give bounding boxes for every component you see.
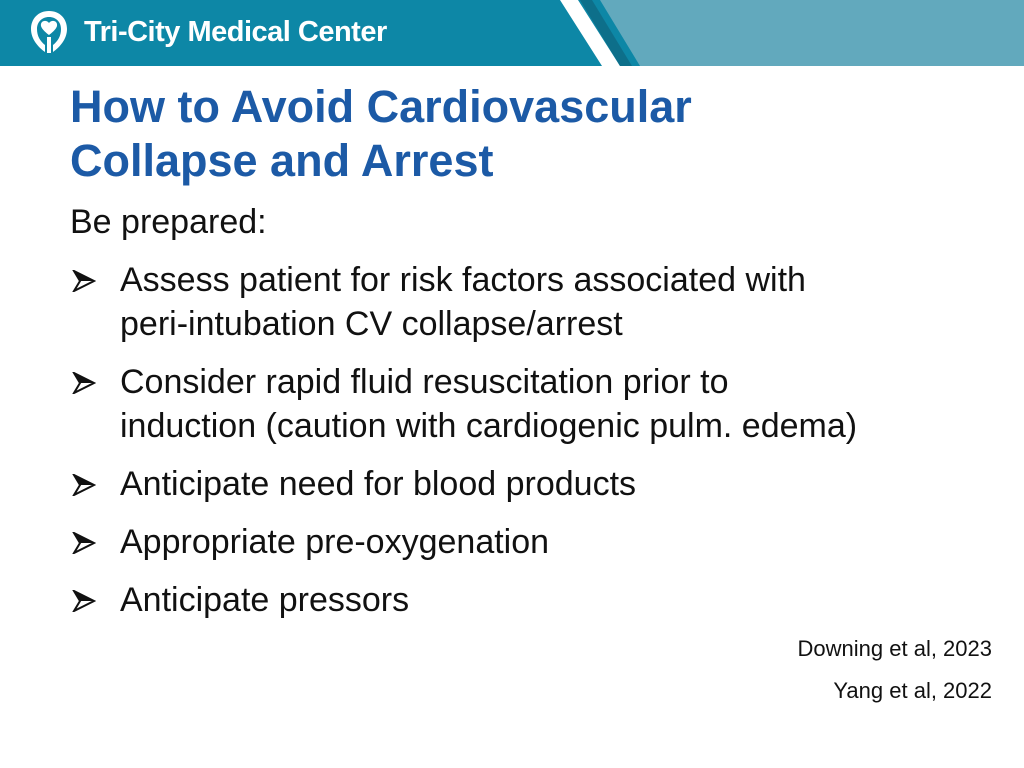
bullet-item	[70, 520, 1000, 564]
bullet-text-line-1: Anticipate need for blood products	[120, 465, 637, 503]
bullet-item	[70, 462, 1000, 506]
intro-text: Be prepared:	[70, 203, 267, 241]
citations	[798, 628, 992, 712]
arrowhead-bullet-icon	[72, 474, 96, 496]
header-bar	[0, 0, 1024, 66]
bullet-text-line-1: Anticipate pressors	[120, 581, 410, 619]
bullet-item	[70, 258, 1000, 346]
slide-title-line-2: Collapse and Arrest	[70, 135, 494, 186]
bullet-text-line-2: peri-intubation CV collapse/arrest	[120, 305, 623, 343]
bullet-item	[70, 360, 1000, 448]
bullet-text-line-1: Appropriate pre-oxygenation	[120, 523, 550, 561]
slide-title	[70, 80, 970, 188]
bullet-item	[70, 578, 1000, 622]
arrowhead-bullet-icon	[72, 270, 96, 292]
bullet-text-line-1: Consider rapid fluid resuscitation prior to	[120, 363, 729, 401]
arrowhead-bullet-icon	[72, 372, 96, 394]
hands-heart-logo-icon	[26, 7, 72, 57]
arrowhead-bullet-icon	[72, 532, 96, 554]
arrowhead-bullet-icon	[72, 590, 96, 612]
citation-downing: Downing et al, 2023	[797, 636, 992, 661]
bullet-text-line-2: induction (caution with cardiogenic pulm. edema)	[120, 407, 858, 445]
citation-yang: Yang et al, 2022	[833, 678, 992, 703]
brand	[26, 6, 387, 58]
bullet-text-line-1: Assess patient for risk factors associated with	[120, 261, 806, 299]
slide-title-line-1: How to Avoid Cardiovascular	[70, 81, 692, 132]
bullet-list	[70, 258, 1000, 636]
brand-name: Tri-City Medical Center	[84, 15, 387, 48]
